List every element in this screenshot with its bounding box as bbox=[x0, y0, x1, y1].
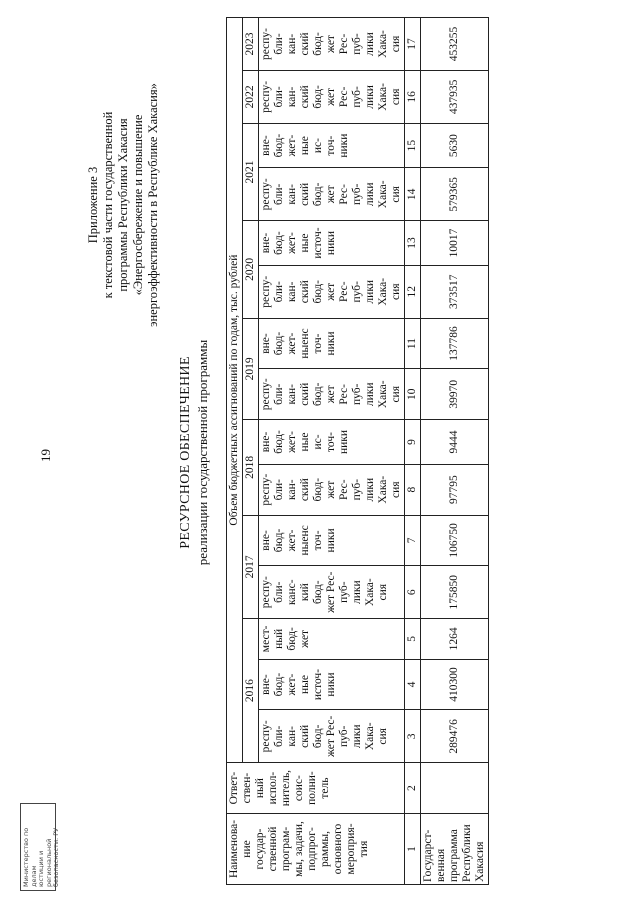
year-2022: 2022 bbox=[243, 70, 259, 123]
year-2017: 2017 bbox=[243, 515, 259, 619]
row-value: 1264 bbox=[421, 619, 489, 660]
header-row-years bbox=[243, 18, 259, 885]
row-executor bbox=[421, 763, 489, 814]
col-number: 5 bbox=[405, 619, 421, 660]
source-header: респу- бли- кан- ский бюд- жет Рес- пуб- лики Хака- сия bbox=[259, 464, 405, 515]
col-number: 9 bbox=[405, 420, 421, 465]
col-number: 4 bbox=[405, 659, 421, 710]
source-header: мест- ный бюд- жет bbox=[259, 619, 405, 660]
source-header: респу- бли- кан- ский бюд- жет Рес- пуб- лики Хака- сия bbox=[259, 369, 405, 420]
row-value: 437935 bbox=[421, 70, 489, 123]
col-number: 13 bbox=[405, 221, 421, 266]
col-number: 17 bbox=[405, 18, 421, 71]
col-number: 15 bbox=[405, 123, 421, 168]
col-number: 14 bbox=[405, 168, 421, 221]
year-2018: 2018 bbox=[243, 420, 259, 515]
row-value: 5630 bbox=[421, 123, 489, 168]
col-number: 7 bbox=[405, 515, 421, 566]
source-header: респу- бли- кан- ский бюд- жет Рес- пуб- лики Хака- сия bbox=[259, 18, 405, 71]
source-header: респу- бли- кан- ский бюд- жет Рес- пуб- лики Хака- сия bbox=[259, 710, 405, 763]
col-number: 11 bbox=[405, 318, 421, 369]
col-number: 3 bbox=[405, 710, 421, 763]
source-header: вне- бюд- жет- ные ис- точ- ники bbox=[259, 123, 405, 168]
column-number-row bbox=[405, 18, 421, 885]
resource-table bbox=[226, 17, 489, 885]
row-value: 137786 bbox=[421, 318, 489, 369]
stamp-line: Министерство по делам bbox=[22, 827, 38, 887]
source-header: вне- бюд- жет- ныенс точ- ники bbox=[259, 515, 405, 566]
year-2019: 2019 bbox=[243, 318, 259, 420]
row-value: 10017 bbox=[421, 221, 489, 266]
row-value: 579365 bbox=[421, 168, 489, 221]
col-number: 2 bbox=[405, 763, 421, 814]
source-header: респу- бли- канс- кий бюд- жет Рес- пуб- лики Хака- сия bbox=[259, 566, 405, 619]
year-2023: 2023 bbox=[243, 18, 259, 71]
page-number: 19 bbox=[38, 449, 53, 462]
row-value: 175850 bbox=[421, 566, 489, 619]
row-value: 410300 bbox=[421, 659, 489, 710]
source-header: вне- бюд- жет- ныенс точ- ники bbox=[259, 318, 405, 369]
year-2021: 2021 bbox=[243, 123, 259, 220]
header-row-sources bbox=[259, 18, 405, 885]
table-row bbox=[421, 18, 489, 885]
source-header: вне- бюд- жет- ные источ- ники bbox=[259, 221, 405, 266]
row-value: 373517 bbox=[421, 265, 489, 318]
row-value: 97795 bbox=[421, 464, 489, 515]
row-value: 289476 bbox=[421, 710, 489, 763]
source-header: респу- бли- кан- ский бюд- жет Рес- пуб- лики Хака- сия bbox=[259, 168, 405, 221]
row-value: 9444 bbox=[421, 420, 489, 465]
col-number: 10 bbox=[405, 369, 421, 420]
header-executor: Ответ- ствен- ный испол- нитель, соис- полни- тель bbox=[227, 763, 405, 814]
source-header: респу- бли- кан- ский бюд- жет Рес- пуб- лики Хака- сия bbox=[259, 70, 405, 123]
appendix-line: Приложение 3 bbox=[86, 166, 100, 244]
row-name: Государст- венная программа Республики Хакасия bbox=[421, 813, 489, 884]
year-2020: 2020 bbox=[243, 221, 259, 318]
appendix-line: «Энергосбережение и повышение bbox=[131, 114, 145, 296]
year-2016: 2016 bbox=[243, 619, 259, 763]
header-volume: Объем бюджетных ассигнований по годам, тыс. рублей bbox=[227, 18, 243, 763]
appendix-line: энергоэффективности в Республике Хакасия» bbox=[146, 83, 160, 327]
col-number: 12 bbox=[405, 265, 421, 318]
col-number: 1 bbox=[405, 813, 421, 884]
col-number: 8 bbox=[405, 464, 421, 515]
row-value: 453255 bbox=[421, 18, 489, 71]
appendix-note bbox=[86, 40, 161, 370]
row-value: 39970 bbox=[421, 369, 489, 420]
stamp-line: юстиции и региональной bbox=[37, 838, 53, 887]
document-title: РЕСУРСНОЕ ОБЕСПЕЧЕНИЕ bbox=[178, 356, 193, 549]
source-header: вне- бюд- жет- ные источ- ники bbox=[259, 659, 405, 710]
col-number: 16 bbox=[405, 70, 421, 123]
col-number: 6 bbox=[405, 566, 421, 619]
stamp-line: безопасности. РУ bbox=[52, 827, 60, 887]
source-header: респу- бли- кан- ский бюд- жет Рес- пуб- лики Хака- сия bbox=[259, 265, 405, 318]
registration-stamp bbox=[20, 803, 60, 891]
row-value: 106750 bbox=[421, 515, 489, 566]
appendix-line: к текстовой части государственной bbox=[101, 111, 115, 299]
appendix-line: программы Республики Хакасия bbox=[116, 118, 130, 292]
header-name: Наименова- ние государ- ственной програм- мы, задачи, подпрог- раммы, основного мероприя- тия bbox=[227, 813, 405, 884]
document-subtitle: реализации государственной программы bbox=[195, 339, 210, 566]
source-header: вне- бюд- жет- ные ис- точ- ники bbox=[259, 420, 405, 465]
header-row-volume bbox=[227, 18, 243, 885]
